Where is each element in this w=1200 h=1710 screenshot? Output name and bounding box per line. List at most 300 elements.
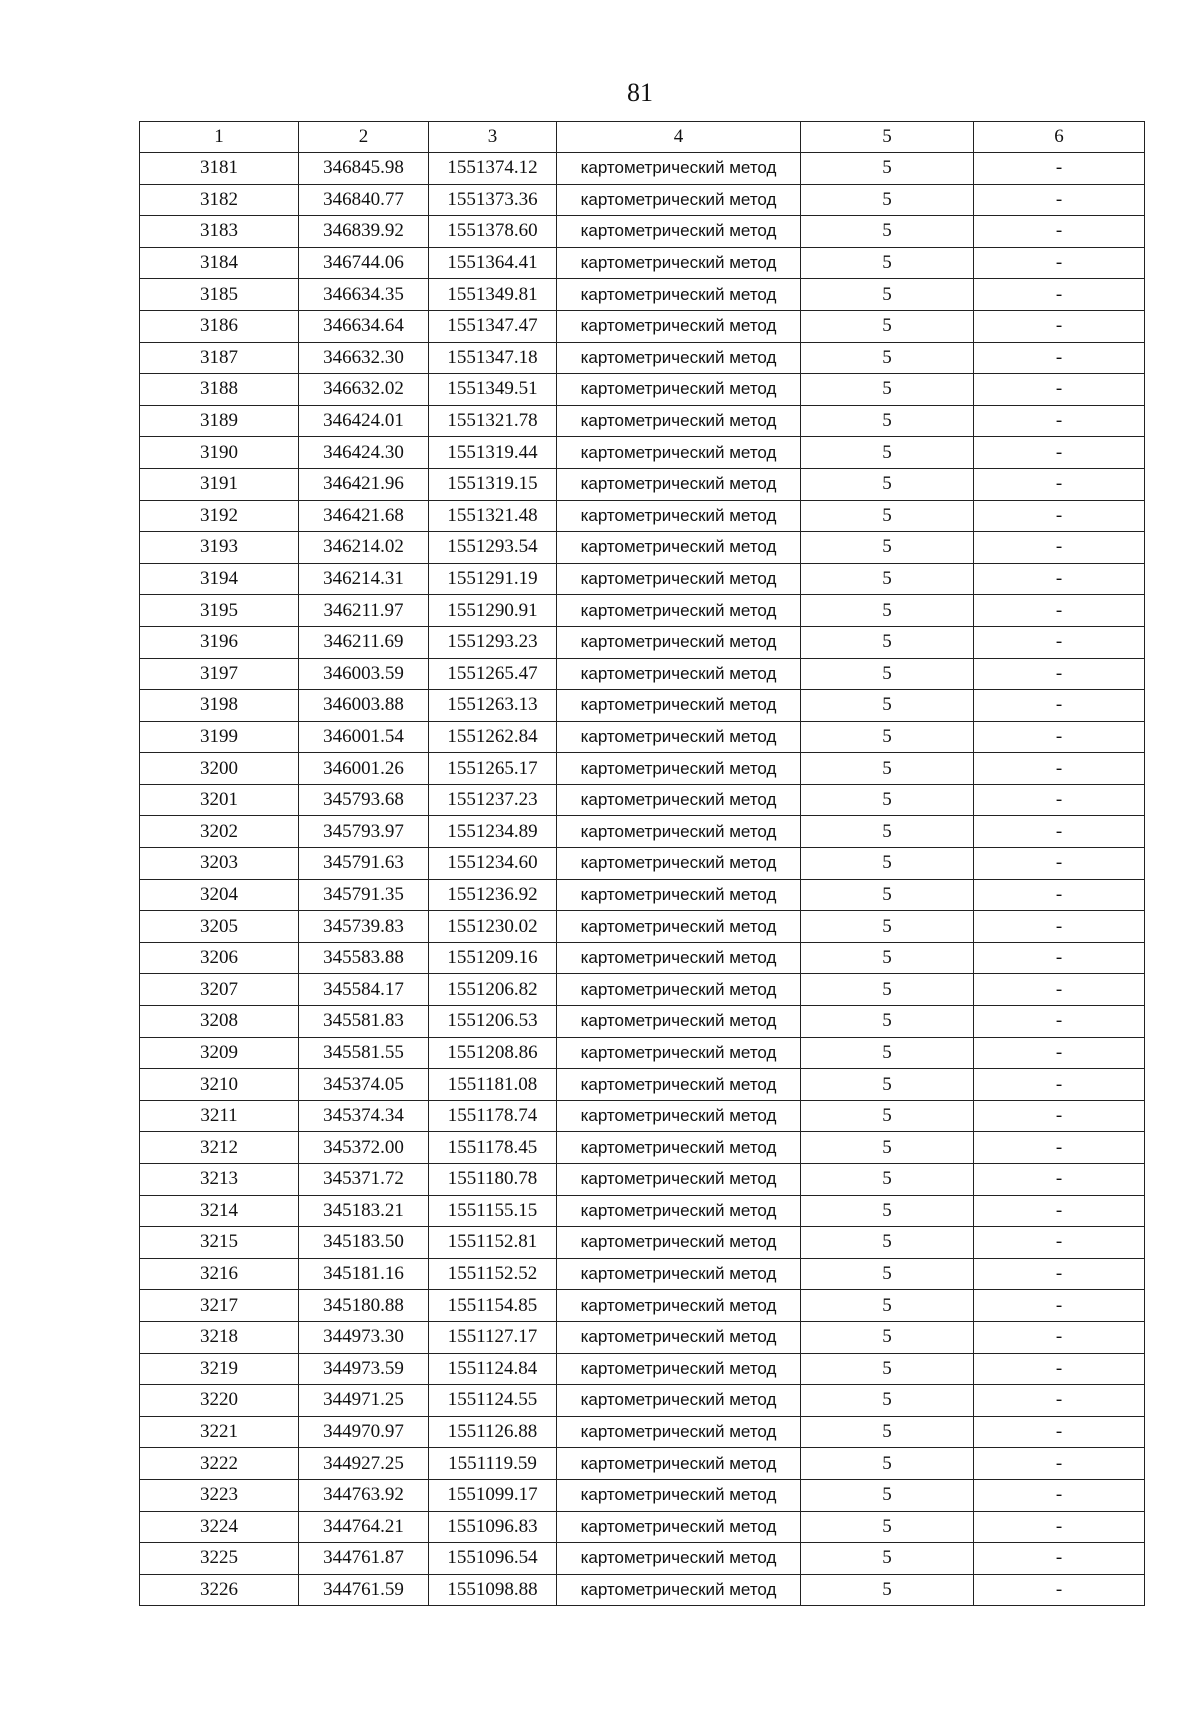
y-coordinate-cell: 1551208.86	[429, 1037, 557, 1069]
table-row	[140, 1100, 1145, 1132]
accuracy-cell: 5	[801, 184, 974, 216]
method-cell: картометрический метод	[557, 784, 801, 816]
table-row	[140, 911, 1145, 943]
column-header-6: 6	[974, 122, 1145, 153]
header-row	[140, 122, 1145, 153]
table-row	[140, 153, 1145, 185]
x-coordinate-cell: 345183.21	[299, 1195, 429, 1227]
table-row	[140, 310, 1145, 342]
y-coordinate-cell: 1551152.81	[429, 1227, 557, 1259]
y-coordinate-cell: 1551265.47	[429, 658, 557, 690]
point-number-cell: 3209	[140, 1037, 299, 1069]
note-cell: -	[974, 563, 1145, 595]
point-number-cell: 3224	[140, 1511, 299, 1543]
note-cell: -	[974, 1132, 1145, 1164]
method-cell: картометрический метод	[557, 1511, 801, 1543]
method-cell: картометрический метод	[557, 342, 801, 374]
point-number-cell: 3202	[140, 816, 299, 848]
x-coordinate-cell: 344971.25	[299, 1385, 429, 1417]
y-coordinate-cell: 1551265.17	[429, 753, 557, 785]
accuracy-cell: 5	[801, 1448, 974, 1480]
note-cell: -	[974, 374, 1145, 406]
accuracy-cell: 5	[801, 911, 974, 943]
point-number-cell: 3215	[140, 1227, 299, 1259]
x-coordinate-cell: 345372.00	[299, 1132, 429, 1164]
table-row	[140, 405, 1145, 437]
table-row	[140, 1543, 1145, 1575]
point-number-cell: 3200	[140, 753, 299, 785]
accuracy-cell: 5	[801, 468, 974, 500]
point-number-cell: 3223	[140, 1479, 299, 1511]
table-row	[140, 563, 1145, 595]
y-coordinate-cell: 1551180.78	[429, 1164, 557, 1196]
accuracy-cell: 5	[801, 1479, 974, 1511]
column-header-1: 1	[140, 122, 299, 153]
accuracy-cell: 5	[801, 216, 974, 248]
note-cell: -	[974, 437, 1145, 469]
table-row	[140, 816, 1145, 848]
accuracy-cell: 5	[801, 879, 974, 911]
accuracy-cell: 5	[801, 563, 974, 595]
table-row	[140, 658, 1145, 690]
accuracy-cell: 5	[801, 1290, 974, 1322]
note-cell: -	[974, 468, 1145, 500]
point-number-cell: 3221	[140, 1416, 299, 1448]
x-coordinate-cell: 346001.54	[299, 721, 429, 753]
x-coordinate-cell: 344764.21	[299, 1511, 429, 1543]
accuracy-cell: 5	[801, 247, 974, 279]
point-number-cell: 3218	[140, 1321, 299, 1353]
x-coordinate-cell: 345583.88	[299, 942, 429, 974]
y-coordinate-cell: 1551124.84	[429, 1353, 557, 1385]
method-cell: картометрический метод	[557, 405, 801, 437]
accuracy-cell: 5	[801, 690, 974, 722]
table-row	[140, 848, 1145, 880]
method-cell: картометрический метод	[557, 216, 801, 248]
note-cell: -	[974, 1448, 1145, 1480]
method-cell: картометрический метод	[557, 1195, 801, 1227]
point-number-cell: 3188	[140, 374, 299, 406]
column-header-2: 2	[299, 122, 429, 153]
table-row	[140, 1164, 1145, 1196]
method-cell: картометрический метод	[557, 1100, 801, 1132]
point-number-cell: 3189	[140, 405, 299, 437]
table-row	[140, 1353, 1145, 1385]
note-cell: -	[974, 753, 1145, 785]
x-coordinate-cell: 346632.30	[299, 342, 429, 374]
point-number-cell: 3205	[140, 911, 299, 943]
point-number-cell: 3198	[140, 690, 299, 722]
accuracy-cell: 5	[801, 1574, 974, 1606]
table-body	[140, 153, 1145, 1606]
point-number-cell: 3204	[140, 879, 299, 911]
y-coordinate-cell: 1551099.17	[429, 1479, 557, 1511]
accuracy-cell: 5	[801, 1037, 974, 1069]
note-cell: -	[974, 1195, 1145, 1227]
accuracy-cell: 5	[801, 310, 974, 342]
x-coordinate-cell: 345183.50	[299, 1227, 429, 1259]
table-row	[140, 1037, 1145, 1069]
point-number-cell: 3207	[140, 974, 299, 1006]
x-coordinate-cell: 345793.97	[299, 816, 429, 848]
method-cell: картометрический метод	[557, 626, 801, 658]
y-coordinate-cell: 1551234.89	[429, 816, 557, 848]
x-coordinate-cell: 346003.59	[299, 658, 429, 690]
method-cell: картометрический метод	[557, 1479, 801, 1511]
point-number-cell: 3186	[140, 310, 299, 342]
note-cell: -	[974, 911, 1145, 943]
table-row	[140, 1006, 1145, 1038]
note-cell: -	[974, 184, 1145, 216]
note-cell: -	[974, 1006, 1145, 1038]
x-coordinate-cell: 346744.06	[299, 247, 429, 279]
accuracy-cell: 5	[801, 974, 974, 1006]
y-coordinate-cell: 1551230.02	[429, 911, 557, 943]
method-cell: картометрический метод	[557, 468, 801, 500]
accuracy-cell: 5	[801, 532, 974, 564]
x-coordinate-cell: 346634.64	[299, 310, 429, 342]
x-coordinate-cell: 345181.16	[299, 1258, 429, 1290]
table-row	[140, 753, 1145, 785]
note-cell: -	[974, 595, 1145, 627]
accuracy-cell: 5	[801, 500, 974, 532]
accuracy-cell: 5	[801, 1416, 974, 1448]
accuracy-cell: 5	[801, 1132, 974, 1164]
accuracy-cell: 5	[801, 848, 974, 880]
note-cell: -	[974, 1479, 1145, 1511]
x-coordinate-cell: 345371.72	[299, 1164, 429, 1196]
method-cell: картометрический метод	[557, 500, 801, 532]
point-number-cell: 3210	[140, 1069, 299, 1101]
method-cell: картометрический метод	[557, 1543, 801, 1575]
y-coordinate-cell: 1551124.55	[429, 1385, 557, 1417]
y-coordinate-cell: 1551152.52	[429, 1258, 557, 1290]
note-cell: -	[974, 848, 1145, 880]
table-row	[140, 1195, 1145, 1227]
y-coordinate-cell: 1551349.51	[429, 374, 557, 406]
point-number-cell: 3206	[140, 942, 299, 974]
point-number-cell: 3190	[140, 437, 299, 469]
note-cell: -	[974, 1164, 1145, 1196]
table-row	[140, 1290, 1145, 1322]
method-cell: картометрический метод	[557, 184, 801, 216]
point-number-cell: 3203	[140, 848, 299, 880]
y-coordinate-cell: 1551263.13	[429, 690, 557, 722]
note-cell: -	[974, 1227, 1145, 1259]
x-coordinate-cell: 346214.31	[299, 563, 429, 595]
point-number-cell: 3185	[140, 279, 299, 311]
x-coordinate-cell: 346211.97	[299, 595, 429, 627]
method-cell: картометрический метод	[557, 1069, 801, 1101]
method-cell: картометрический метод	[557, 1574, 801, 1606]
point-number-cell: 3187	[140, 342, 299, 374]
accuracy-cell: 5	[801, 374, 974, 406]
table-row	[140, 942, 1145, 974]
page-number: 81	[627, 78, 653, 107]
note-cell: -	[974, 879, 1145, 911]
x-coordinate-cell: 346845.98	[299, 153, 429, 185]
point-number-cell: 3201	[140, 784, 299, 816]
note-cell: -	[974, 974, 1145, 1006]
x-coordinate-cell: 344973.59	[299, 1353, 429, 1385]
x-coordinate-cell: 346839.92	[299, 216, 429, 248]
table-row	[140, 879, 1145, 911]
method-cell: картометрический метод	[557, 848, 801, 880]
method-cell: картометрический метод	[557, 690, 801, 722]
point-number-cell: 3213	[140, 1164, 299, 1196]
y-coordinate-cell: 1551181.08	[429, 1069, 557, 1101]
note-cell: -	[974, 342, 1145, 374]
accuracy-cell: 5	[801, 1511, 974, 1543]
accuracy-cell: 5	[801, 595, 974, 627]
y-coordinate-cell: 1551347.47	[429, 310, 557, 342]
method-cell: картометрический метод	[557, 942, 801, 974]
accuracy-cell: 5	[801, 1100, 974, 1132]
column-header-4: 4	[557, 122, 801, 153]
x-coordinate-cell: 344761.87	[299, 1543, 429, 1575]
accuracy-cell: 5	[801, 753, 974, 785]
y-coordinate-cell: 1551234.60	[429, 848, 557, 880]
note-cell: -	[974, 279, 1145, 311]
note-cell: -	[974, 1321, 1145, 1353]
y-coordinate-cell: 1551321.78	[429, 405, 557, 437]
table-row	[140, 626, 1145, 658]
note-cell: -	[974, 658, 1145, 690]
x-coordinate-cell: 346421.68	[299, 500, 429, 532]
accuracy-cell: 5	[801, 942, 974, 974]
accuracy-cell: 5	[801, 1006, 974, 1038]
table-row	[140, 468, 1145, 500]
point-number-cell: 3225	[140, 1543, 299, 1575]
method-cell: картометрический метод	[557, 1290, 801, 1322]
x-coordinate-cell: 345791.35	[299, 879, 429, 911]
note-cell: -	[974, 721, 1145, 753]
method-cell: картометрический метод	[557, 1132, 801, 1164]
note-cell: -	[974, 310, 1145, 342]
accuracy-cell: 5	[801, 1069, 974, 1101]
x-coordinate-cell: 346001.26	[299, 753, 429, 785]
table-row	[140, 1132, 1145, 1164]
accuracy-cell: 5	[801, 437, 974, 469]
accuracy-cell: 5	[801, 405, 974, 437]
point-number-cell: 3192	[140, 500, 299, 532]
note-cell: -	[974, 1353, 1145, 1385]
x-coordinate-cell: 344763.92	[299, 1479, 429, 1511]
note-cell: -	[974, 1511, 1145, 1543]
note-cell: -	[974, 690, 1145, 722]
x-coordinate-cell: 346634.35	[299, 279, 429, 311]
table-row	[140, 437, 1145, 469]
x-coordinate-cell: 346214.02	[299, 532, 429, 564]
x-coordinate-cell: 344761.59	[299, 1574, 429, 1606]
y-coordinate-cell: 1551154.85	[429, 1290, 557, 1322]
method-cell: картометрический метод	[557, 1164, 801, 1196]
table-row	[140, 1479, 1145, 1511]
accuracy-cell: 5	[801, 784, 974, 816]
note-cell: -	[974, 247, 1145, 279]
y-coordinate-cell: 1551321.48	[429, 500, 557, 532]
y-coordinate-cell: 1551206.53	[429, 1006, 557, 1038]
y-coordinate-cell: 1551319.44	[429, 437, 557, 469]
method-cell: картометрический метод	[557, 310, 801, 342]
method-cell: картометрический метод	[557, 247, 801, 279]
point-number-cell: 3219	[140, 1353, 299, 1385]
y-coordinate-cell: 1551373.36	[429, 184, 557, 216]
table-row	[140, 279, 1145, 311]
x-coordinate-cell: 346211.69	[299, 626, 429, 658]
point-number-cell: 3214	[140, 1195, 299, 1227]
point-number-cell: 3197	[140, 658, 299, 690]
note-cell: -	[974, 1290, 1145, 1322]
table-row	[140, 247, 1145, 279]
method-cell: картометрический метод	[557, 1037, 801, 1069]
method-cell: картометрический метод	[557, 1006, 801, 1038]
y-coordinate-cell: 1551349.81	[429, 279, 557, 311]
table-row	[140, 595, 1145, 627]
method-cell: картометрический метод	[557, 1353, 801, 1385]
point-number-cell: 3184	[140, 247, 299, 279]
y-coordinate-cell: 1551374.12	[429, 153, 557, 185]
method-cell: картометрический метод	[557, 1321, 801, 1353]
point-number-cell: 3226	[140, 1574, 299, 1606]
y-coordinate-cell: 1551364.41	[429, 247, 557, 279]
method-cell: картометрический метод	[557, 153, 801, 185]
x-coordinate-cell: 345374.05	[299, 1069, 429, 1101]
note-cell: -	[974, 1416, 1145, 1448]
x-coordinate-cell: 346424.30	[299, 437, 429, 469]
method-cell: картометрический метод	[557, 563, 801, 595]
note-cell: -	[974, 942, 1145, 974]
y-coordinate-cell: 1551127.17	[429, 1321, 557, 1353]
method-cell: картометрический метод	[557, 1385, 801, 1417]
note-cell: -	[974, 784, 1145, 816]
coordinates-table	[139, 121, 1145, 1606]
note-cell: -	[974, 1100, 1145, 1132]
method-cell: картометрический метод	[557, 437, 801, 469]
y-coordinate-cell: 1551290.91	[429, 595, 557, 627]
x-coordinate-cell: 345581.83	[299, 1006, 429, 1038]
y-coordinate-cell: 1551155.15	[429, 1195, 557, 1227]
accuracy-cell: 5	[801, 721, 974, 753]
accuracy-cell: 5	[801, 153, 974, 185]
note-cell: -	[974, 1543, 1145, 1575]
point-number-cell: 3195	[140, 595, 299, 627]
point-number-cell: 3183	[140, 216, 299, 248]
y-coordinate-cell: 1551293.23	[429, 626, 557, 658]
y-coordinate-cell: 1551291.19	[429, 563, 557, 595]
note-cell: -	[974, 405, 1145, 437]
y-coordinate-cell: 1551237.23	[429, 784, 557, 816]
x-coordinate-cell: 345791.63	[299, 848, 429, 880]
x-coordinate-cell: 345374.34	[299, 1100, 429, 1132]
y-coordinate-cell: 1551178.74	[429, 1100, 557, 1132]
note-cell: -	[974, 216, 1145, 248]
table-row	[140, 690, 1145, 722]
y-coordinate-cell: 1551378.60	[429, 216, 557, 248]
point-number-cell: 3194	[140, 563, 299, 595]
table-row	[140, 974, 1145, 1006]
y-coordinate-cell: 1551209.16	[429, 942, 557, 974]
table-row	[140, 1321, 1145, 1353]
method-cell: картометрический метод	[557, 532, 801, 564]
accuracy-cell: 5	[801, 342, 974, 374]
table-row	[140, 1069, 1145, 1101]
note-cell: -	[974, 153, 1145, 185]
accuracy-cell: 5	[801, 658, 974, 690]
y-coordinate-cell: 1551126.88	[429, 1416, 557, 1448]
table-row	[140, 1227, 1145, 1259]
table-row	[140, 184, 1145, 216]
table-row	[140, 342, 1145, 374]
point-number-cell: 3220	[140, 1385, 299, 1417]
note-cell: -	[974, 816, 1145, 848]
point-number-cell: 3196	[140, 626, 299, 658]
note-cell: -	[974, 1069, 1145, 1101]
y-coordinate-cell: 1551119.59	[429, 1448, 557, 1480]
note-cell: -	[974, 1258, 1145, 1290]
method-cell: картометрический метод	[557, 721, 801, 753]
x-coordinate-cell: 346421.96	[299, 468, 429, 500]
table-row	[140, 1258, 1145, 1290]
table-row	[140, 784, 1145, 816]
point-number-cell: 3211	[140, 1100, 299, 1132]
x-coordinate-cell: 345739.83	[299, 911, 429, 943]
method-cell: картометрический метод	[557, 974, 801, 1006]
accuracy-cell: 5	[801, 1227, 974, 1259]
accuracy-cell: 5	[801, 1258, 974, 1290]
note-cell: -	[974, 626, 1145, 658]
note-cell: -	[974, 532, 1145, 564]
accuracy-cell: 5	[801, 279, 974, 311]
method-cell: картометрический метод	[557, 1448, 801, 1480]
y-coordinate-cell: 1551178.45	[429, 1132, 557, 1164]
note-cell: -	[974, 1385, 1145, 1417]
method-cell: картометрический метод	[557, 816, 801, 848]
accuracy-cell: 5	[801, 1353, 974, 1385]
x-coordinate-cell: 345180.88	[299, 1290, 429, 1322]
method-cell: картометрический метод	[557, 879, 801, 911]
point-number-cell: 3222	[140, 1448, 299, 1480]
y-coordinate-cell: 1551293.54	[429, 532, 557, 564]
x-coordinate-cell: 346632.02	[299, 374, 429, 406]
method-cell: картометрический метод	[557, 753, 801, 785]
column-header-5: 5	[801, 122, 974, 153]
method-cell: картометрический метод	[557, 1227, 801, 1259]
point-number-cell: 3212	[140, 1132, 299, 1164]
x-coordinate-cell: 346424.01	[299, 405, 429, 437]
x-coordinate-cell: 344973.30	[299, 1321, 429, 1353]
point-number-cell: 3191	[140, 468, 299, 500]
method-cell: картометрический метод	[557, 595, 801, 627]
x-coordinate-cell: 345581.55	[299, 1037, 429, 1069]
point-number-cell: 3216	[140, 1258, 299, 1290]
point-number-cell: 3182	[140, 184, 299, 216]
x-coordinate-cell: 344927.25	[299, 1448, 429, 1480]
table-row	[140, 500, 1145, 532]
y-coordinate-cell: 1551236.92	[429, 879, 557, 911]
table-row	[140, 1511, 1145, 1543]
column-header-3: 3	[429, 122, 557, 153]
method-cell: картометрический метод	[557, 911, 801, 943]
accuracy-cell: 5	[801, 1195, 974, 1227]
x-coordinate-cell: 345793.68	[299, 784, 429, 816]
accuracy-cell: 5	[801, 626, 974, 658]
x-coordinate-cell: 345584.17	[299, 974, 429, 1006]
x-coordinate-cell: 346003.88	[299, 690, 429, 722]
point-number-cell: 3208	[140, 1006, 299, 1038]
point-number-cell: 3199	[140, 721, 299, 753]
table-row	[140, 1448, 1145, 1480]
